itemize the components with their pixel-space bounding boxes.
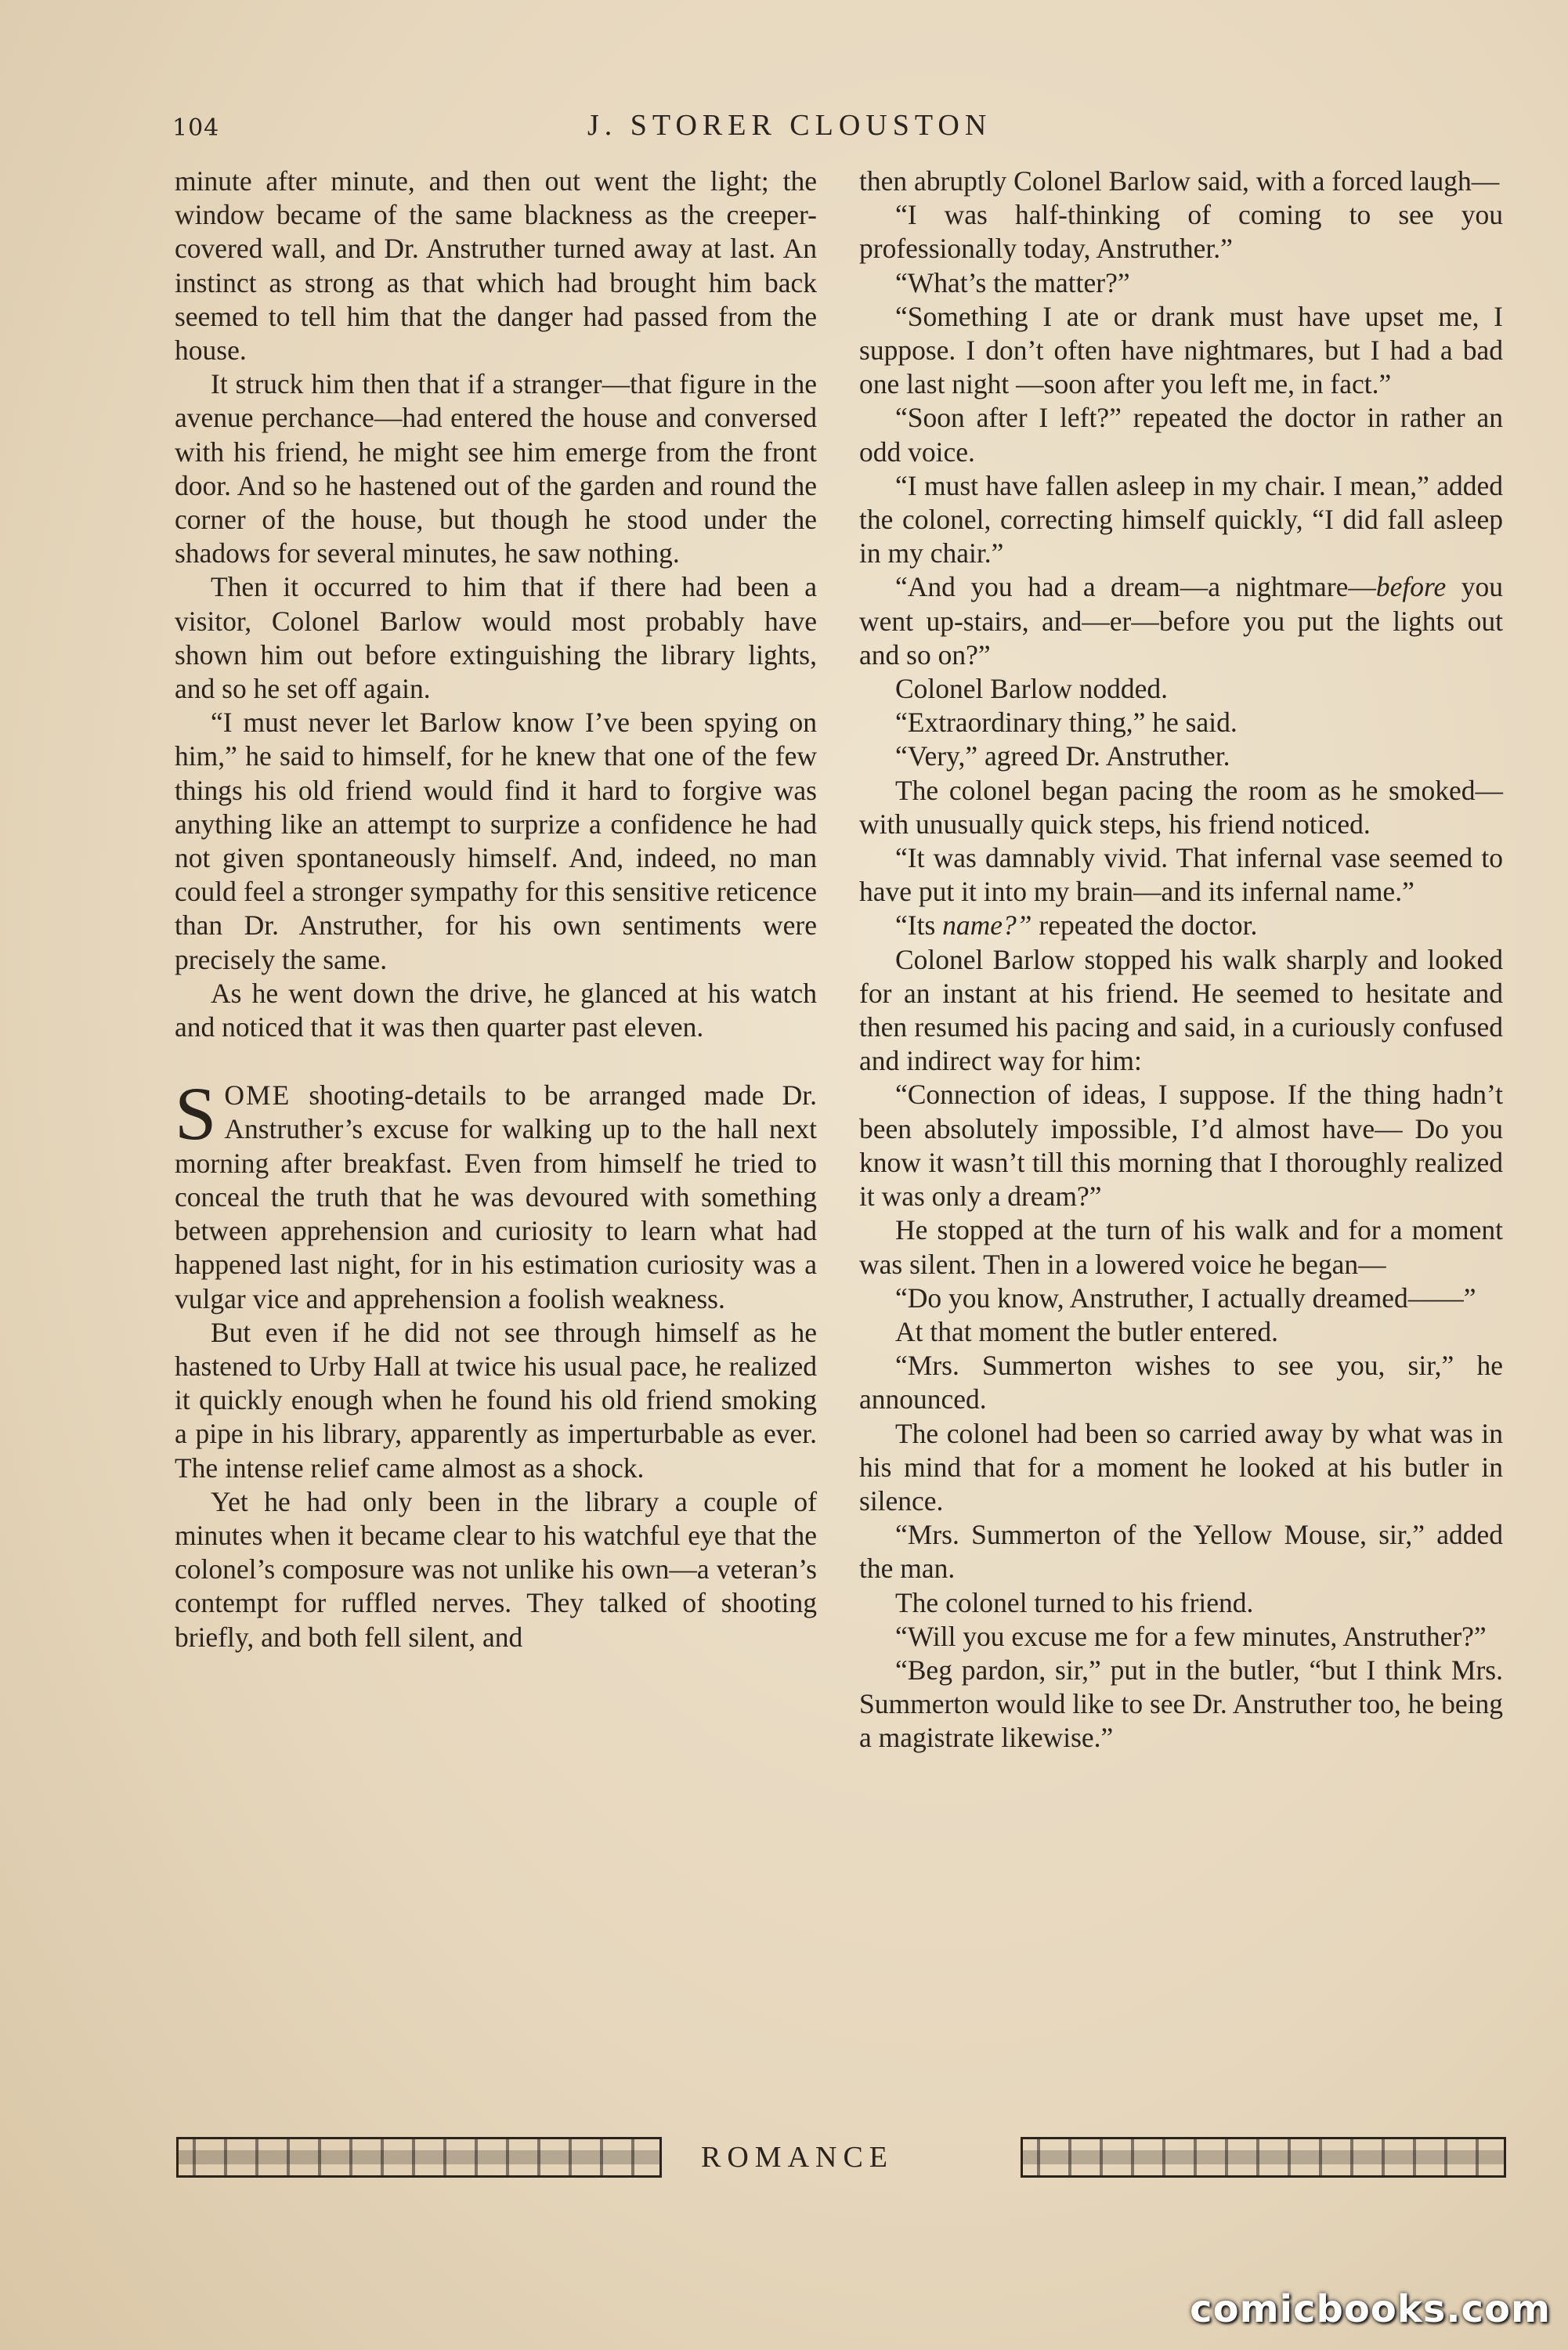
page-number: 104 xyxy=(172,114,220,142)
watermark: comicbooks.com xyxy=(1190,2287,1551,2331)
decorative-footer-band-right xyxy=(1021,2137,1506,2178)
text-run: repeated the doctor. xyxy=(1031,909,1258,942)
paragraph: “It was damnably vivid. That infernal vase seemed to have put it into my brain—and its infernal name.” xyxy=(859,842,1503,908)
drop-cap: S xyxy=(175,1072,217,1156)
paragraph: Then it occurred to him that if there had been a visitor, Colonel Barlow would most probably have shown him out before extinguishing the library lights, and so he set off again. xyxy=(175,571,817,705)
magazine-title: ROMANCE xyxy=(701,2141,894,2174)
paragraph: “Soon after I left?” repeated the doctor in rather an odd voice. xyxy=(859,402,1503,468)
paragraph: “Connection of ideas, I suppose. If the thing hadn’t been absolutely impossible, I’d almost have— Do you know it wasn’t till this morning that I thoroughly realized it was only a dream?” xyxy=(859,1079,1503,1213)
paragraph: He stopped at the turn of his walk and for a moment was silent. Then in a lowered voice he began— xyxy=(859,1214,1503,1280)
section-opening-paragraph xyxy=(175,1072,817,1315)
italic-run: name?” xyxy=(942,909,1032,942)
paragraph xyxy=(859,570,1503,672)
text-run: “Its xyxy=(895,909,943,942)
paragraph: As he went down the drive, he glanced at his watch and noticed that it was then quarter past eleven. xyxy=(175,977,817,1043)
page-header xyxy=(172,108,1504,155)
paragraph: “Beg pardon, sir,” put in the butler, “but I think Mrs. Summerton would like to see Dr. Anstruther too, he being a magistrate likewise.” xyxy=(859,1654,1503,1754)
paragraph: The colonel had been so carried away by what was in his mind that for a moment he looked at his butler in silence. xyxy=(859,1417,1503,1517)
paragraph: “Extraordinary thing,” he said. xyxy=(895,707,1237,739)
page-footer xyxy=(176,2129,1508,2184)
decorative-footer-band-left xyxy=(176,2137,662,2178)
right-column xyxy=(859,164,1503,1755)
paragraph: The colonel began pacing the room as he smoked—with unusually quick steps, his friend noticed. xyxy=(859,774,1503,840)
lead-caps: OME xyxy=(224,1079,291,1112)
paragraph: “Mrs. Summerton wishes to see you, sir,” he announced. xyxy=(859,1350,1503,1415)
text-run: you went up-stairs, and—er—before you put the lights out and so on?” xyxy=(859,571,1504,671)
paragraph: then abruptly Colonel Barlow said, with a forced laugh— xyxy=(859,165,1500,197)
paragraph: “Something I ate or drank must have upset me, I suppose. I don’t often have nightmares, but I had a bad one last night —soon after you left me, in fact.” xyxy=(859,300,1503,400)
paragraph xyxy=(859,909,1503,942)
paragraph: “I was half-thinking of coming to see you professionally today, Anstruther.” xyxy=(859,199,1503,265)
paragraph: “Very,” agreed Dr. Anstruther. xyxy=(895,740,1230,772)
paragraph: The colonel turned to his friend. xyxy=(895,1586,1254,1618)
paragraph: “I must have fallen asleep in my chair. I mean,” added the colonel, correcting himself quickly, “I did fall asleep in my chair.” xyxy=(859,469,1503,569)
paragraph: It struck him then that if a stranger—that figure in the avenue perchance—had entered the house and conversed with his friend, he might see him emerge from the front door. And so he hastened out of the garden and round the corner of the house, but though he stood under the shadows for several minutes, he saw nothing. xyxy=(175,368,817,569)
running-title: J. STORER CLOUSTON xyxy=(587,109,992,142)
paragraph: “What’s the matter?” xyxy=(895,266,1130,298)
paragraph: “Do you know, Anstruther, I actually dreamed——” xyxy=(895,1282,1476,1314)
paragraph: “Will you excuse me for a few minutes, Anstruther?” xyxy=(895,1620,1487,1652)
italic-run: before xyxy=(1375,571,1447,603)
section-text: shooting-details to be arranged made Dr. Anstruther’s excuse for walking up to the hall next morning after breakfast. Even from himself he tried to conceal the truth that he was devoured with something between apprehension and curiosity to learn what had happened last night, for in his estimation curiosity was a vulgar vice and apprehension a foolish weakness. xyxy=(175,1079,817,1314)
paragraph: “Mrs. Summerton of the Yellow Mouse, sir,” added the man. xyxy=(859,1519,1503,1585)
left-column xyxy=(175,164,817,1654)
paragraph: Colonel Barlow stopped his walk sharply and looked for an instant at his friend. He seemed to hesitate and then resumed his pacing and said, in a curiously confused and indirect way for him: xyxy=(859,943,1503,1077)
paragraph: Yet he had only been in the library a couple of minutes when it became clear to his watchful eye that the colonel’s composure was not unlike his own—a veteran’s contempt for ruffled nerves. They talked of shooting briefly, and both fell silent, and xyxy=(175,1485,817,1653)
paragraph: “I must never let Barlow know I’ve been spying on him,” he said to himself, for he knew that one of the few things his old friend would find it hard to forgive was anything like an attempt to surprize a confidence he had not given spontaneously himself. And, indeed, no man could feel a stronger sympathy for this sensitive reticence than Dr. Anstruther, for his own sentiments were precisely the same. xyxy=(175,707,817,975)
paragraph: At that moment the butler entered. xyxy=(895,1315,1278,1347)
paragraph: minute after minute, and then out went the light; the window became of the same blackness as the creeper-covered wall, and Dr. Anstruther turned away at last. An instinct as strong as that which had brought him back seemed to tell him that the danger had passed from the house. xyxy=(175,165,817,367)
paragraph: But even if he did not see through himself as he hastened to Urby Hall at twice his usual pace, he realized it quickly enough when he found his old friend smoking a pipe in his library, apparently as imperturbable as ever. The intense relief came almost as a shock. xyxy=(175,1316,817,1484)
paragraph: Colonel Barlow nodded. xyxy=(895,673,1169,705)
text-run: “And you had a dream—a nightmare— xyxy=(895,571,1376,603)
